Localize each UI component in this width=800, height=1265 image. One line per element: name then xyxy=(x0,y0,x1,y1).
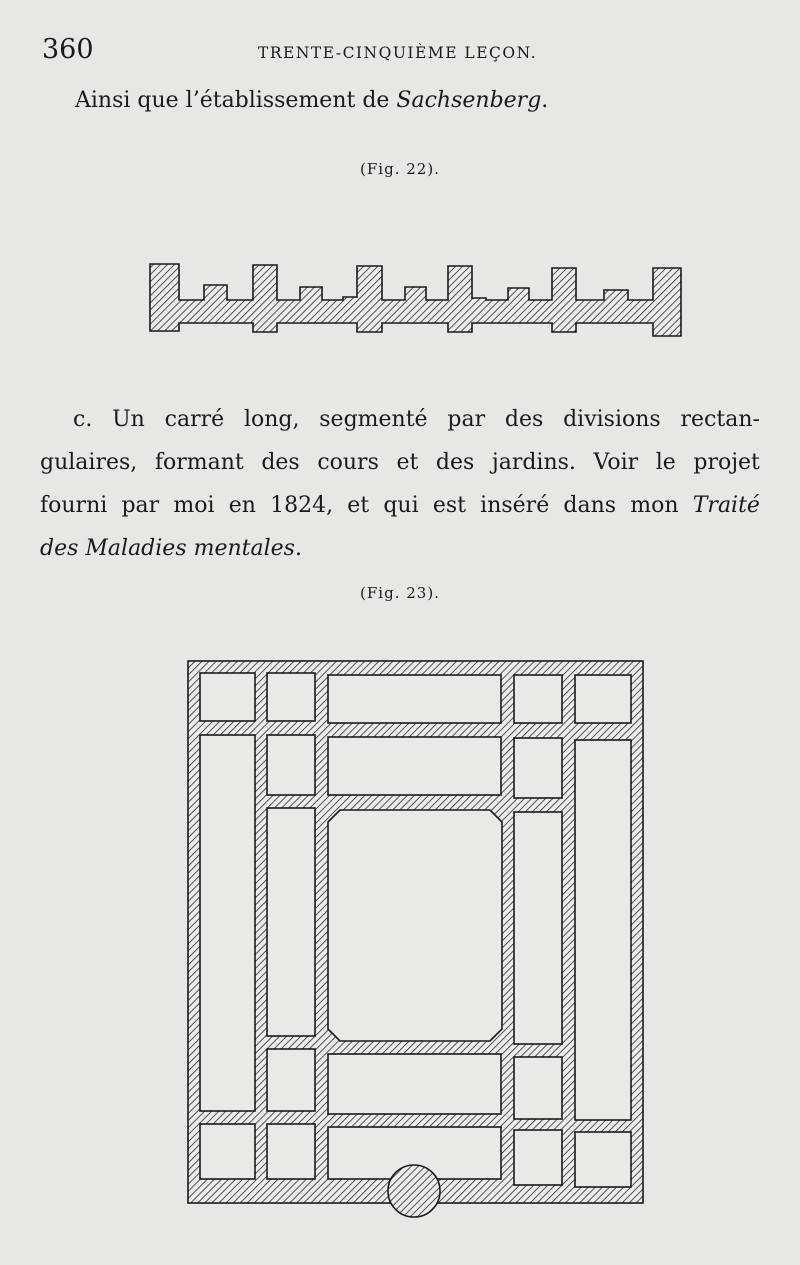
paragraph-word: Un xyxy=(112,407,145,432)
garden xyxy=(200,735,255,1111)
paragraph-line-2 xyxy=(40,441,760,484)
paragraph-word: des xyxy=(261,450,300,475)
running-head: TRENTE-CINQUIÈME LEÇON. xyxy=(258,44,538,62)
courtyard xyxy=(200,673,255,721)
page-number: 360 xyxy=(42,34,94,65)
paragraph-word: gulaires, xyxy=(40,450,138,475)
courtyard xyxy=(267,1049,315,1111)
paragraph-word: projet xyxy=(693,450,760,475)
paragraph-word: par xyxy=(447,407,486,432)
paragraph-line-4 xyxy=(40,527,760,570)
garden xyxy=(267,808,315,1036)
courtyard xyxy=(328,737,501,795)
courtyard xyxy=(514,1130,562,1185)
paragraph-word: est xyxy=(432,493,466,518)
courtyard xyxy=(575,1132,631,1187)
book-title: des Maladies mentales xyxy=(40,536,295,561)
paragraph-word: segmenté xyxy=(319,407,428,432)
courtyard xyxy=(328,675,501,723)
paragraph-word: par xyxy=(121,493,160,518)
courtyard xyxy=(328,1054,501,1114)
paragraph-word: c. xyxy=(73,407,93,432)
intro-period: . xyxy=(541,88,549,113)
paragraph-word: et xyxy=(396,450,419,475)
paragraph-word: cours xyxy=(317,450,379,475)
intro-place-name: Sachsenberg xyxy=(396,88,542,113)
paragraph-word: long, xyxy=(243,407,300,432)
figure-22-plan xyxy=(0,262,800,342)
paragraph-word: carré xyxy=(164,407,225,432)
paragraph-word: rectan- xyxy=(680,407,760,432)
courtyard xyxy=(267,673,315,721)
paragraph-end: . xyxy=(294,536,302,561)
fig22-building-outline xyxy=(150,264,681,336)
courtyard xyxy=(514,738,562,798)
courtyard xyxy=(514,675,562,723)
paragraph-word: dans xyxy=(563,493,617,518)
garden xyxy=(575,740,631,1120)
paragraph-word: le xyxy=(655,450,676,475)
courtyard xyxy=(200,1124,255,1179)
figure-23-caption: (Fig. 23). xyxy=(360,584,440,602)
paragraph-word: Voir xyxy=(593,450,639,475)
paragraph-word: des xyxy=(435,450,475,475)
paragraph-word: et xyxy=(347,493,370,518)
courtyard xyxy=(514,1057,562,1119)
paragraph-word: inséré xyxy=(480,493,550,518)
paragraph-word: 1824, xyxy=(270,493,334,518)
paragraph-word: jardins. xyxy=(491,450,576,475)
intro-line xyxy=(75,88,548,113)
paragraph-word: en xyxy=(228,493,256,518)
figure-22-caption: (Fig. 22). xyxy=(360,160,440,178)
paragraph-word: divisions xyxy=(563,407,661,432)
paragraph-word: Traité xyxy=(692,493,760,518)
paragraph-word: fourni xyxy=(40,493,108,518)
paragraph-word: des xyxy=(504,407,544,432)
body-paragraph xyxy=(40,398,760,570)
paragraph-line-3 xyxy=(40,484,760,527)
figure-23-plan xyxy=(0,655,800,1230)
courtyard xyxy=(575,675,631,723)
paragraph-word: formant xyxy=(154,450,244,475)
courtyard xyxy=(267,735,315,795)
paragraph-word: mon xyxy=(630,493,679,518)
central-garden xyxy=(328,810,502,1041)
courtyard xyxy=(267,1124,315,1179)
paragraph-word: moi xyxy=(173,493,215,518)
paragraph-word: qui xyxy=(383,493,419,518)
paragraph-line-1 xyxy=(40,398,760,441)
garden xyxy=(514,812,562,1044)
fig23-round-pavilion xyxy=(388,1165,440,1217)
intro-text: Ainsi que l’établissement de xyxy=(75,88,397,113)
